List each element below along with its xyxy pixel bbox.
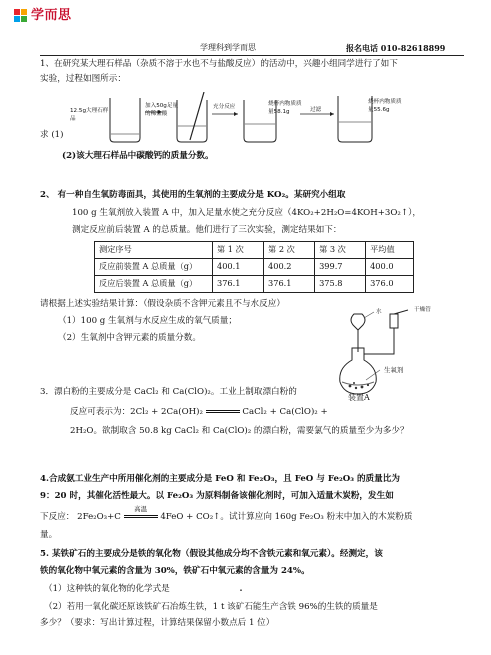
q5-line3 bbox=[44, 584, 243, 596]
q3-line2 bbox=[70, 407, 328, 419]
q1-ask1: 求 (1) bbox=[40, 130, 64, 140]
q4-line3-left: 下反应： 2Fe₂O₃+C bbox=[40, 512, 121, 522]
table-header-row bbox=[95, 242, 414, 259]
q3-line1: 3．漂白粉的主要成分是 CaCl₂ 和 Ca(ClO)₂。工业上制取漂白粉的 bbox=[40, 387, 297, 397]
table-cell: 400.1 bbox=[213, 259, 264, 276]
table-cell: 反应后装置 A 总质量（g） bbox=[95, 276, 213, 293]
q4-condition: 高温 bbox=[134, 505, 148, 513]
fig-water-label: 水 bbox=[376, 309, 382, 315]
q4-line4: 量。 bbox=[40, 530, 58, 540]
fig-mass1-label: 烧杯内物质质量58.1g bbox=[268, 101, 302, 116]
fig-device-label: 装置A bbox=[348, 393, 370, 402]
brand-name: 学而思 bbox=[31, 8, 72, 24]
q4-line3-right: 4FeO + CO₂↑。试计算应向 160g Fe₂O₃ 粉末中加入的木炭粉质 bbox=[160, 512, 413, 522]
q2-results-table bbox=[94, 241, 414, 293]
table-header-cell: 测定序号 bbox=[95, 242, 213, 259]
q1-line2: 实验，过程如图所示： bbox=[40, 74, 126, 84]
table-cell: 375.8 bbox=[315, 276, 366, 293]
q5-line3-text: （1）这种铁的氧化物的化学式是 bbox=[44, 584, 170, 594]
device-a-figure bbox=[330, 308, 450, 400]
answer-blank: . bbox=[239, 584, 243, 594]
fig-react-label: 充分反应 bbox=[213, 104, 236, 110]
q3-line3: 2H₂O。欲制取含 50.8 kg CaCl₂ 和 Ca(ClO)₂ 的漂白粉，需要氯气的质量至少为多少？ bbox=[70, 426, 409, 436]
table-header-cell: 第 3 次 bbox=[315, 242, 366, 259]
fig-mass2-label: 烧杯内物质质量55.6g bbox=[368, 99, 402, 114]
table-cell: 400.2 bbox=[264, 259, 315, 276]
q2-line1: 2、 有一种自生氧防毒面具，其使用的生氧剂的主要成分是 KO₂。某研究小组取 bbox=[40, 190, 346, 200]
fig-add-acid-label: 加入50g足量的稀盐酸 bbox=[145, 103, 179, 118]
q1-line1: 1、在研究某大理石样品（杂质不溶于水也不与盐酸反应）的活动中，兴趣小组同学进行了如下 bbox=[40, 59, 398, 69]
table-cell: 376.0 bbox=[366, 276, 414, 293]
table-header-cell: 第 2 次 bbox=[264, 242, 315, 259]
table-header-cell: 平均值 bbox=[366, 242, 414, 259]
beaker-1-icon bbox=[110, 98, 140, 142]
brand-logo bbox=[14, 6, 72, 26]
fig-filter-label: 过滤 bbox=[310, 107, 322, 113]
table-header-cell: 第 1 次 bbox=[213, 242, 264, 259]
q3-line2-left: 反应可表示为：2Cl₂ + 2Ca(OH)₂ bbox=[70, 407, 203, 417]
q1-ask2: (2)该大理石样品中碳酸钙的质量分数。 bbox=[62, 151, 214, 161]
q4-line1: 4.合成氨工业生产中所用催化剂的主要成分是 FeO 和 Fe₂O₃，且 FeO 与 Fe₂O₃ 的质量比为 bbox=[40, 474, 400, 484]
q5-line4: （2）若用一氧化碳还原该铁矿石冶炼生铁，1 t 该矿石能生产含铁 96%的生铁的质量是 bbox=[44, 602, 378, 612]
table-cell: 376.1 bbox=[213, 276, 264, 293]
header-hotline: 报名电话 010-82618899 bbox=[346, 43, 446, 53]
q2-line3: 测定反应前后装置 A 的总质量。他们进行了三次实验，测定结果如下： bbox=[72, 225, 342, 235]
header-rule bbox=[40, 55, 464, 56]
header-title: 学理科到学而思 bbox=[200, 43, 256, 52]
q3-line2-right: CaCl₂ + Ca(ClO)₂ + bbox=[242, 407, 328, 417]
table-cell: 400.0 bbox=[366, 259, 414, 276]
drying-tube-icon bbox=[390, 314, 398, 328]
table-cell: 399.7 bbox=[315, 259, 366, 276]
table-cell: 反应前装置 A 总质量（g） bbox=[95, 259, 213, 276]
flask-icon bbox=[340, 348, 377, 394]
q5-line1: 5. 某铁矿石的主要成分是铁的氧化物（假设其他成分均不含铁元素和氧元素）。经测定，该 bbox=[40, 549, 383, 559]
q5-line5: 多少？（要求：写出计算过程，计算结果保留小数点后 1 位） bbox=[40, 618, 275, 628]
table-row bbox=[95, 259, 414, 276]
q5-line2: 铁的氧化物中氧元素的含量为 30%，铁矿石中氧元素的含量为 24%。 bbox=[40, 566, 310, 576]
equation-arrow-icon bbox=[206, 407, 240, 419]
table-cell: 376.1 bbox=[264, 276, 315, 293]
table-row bbox=[95, 276, 414, 293]
equation-arrow-icon bbox=[124, 505, 158, 524]
logo-icon bbox=[14, 9, 28, 23]
beaker-4-icon bbox=[338, 96, 372, 142]
beaker-2-icon bbox=[177, 92, 207, 142]
fig-sample-label: 12.5g大理石样品 bbox=[70, 108, 109, 123]
q2-sub1: （1）100 g 生氧剂与水反应生成的氧气质量； bbox=[58, 316, 237, 326]
funnel-icon bbox=[351, 314, 365, 330]
fig-agent-label: 生氧剂 bbox=[384, 366, 404, 374]
q4-line2: 9：20 时，其催化活性最大。以 Fe₂O₃ 为原料制备该催化剂时，可加入适量木炭粉，发生如 bbox=[40, 491, 394, 501]
q2-sub2: （2）生氧剂中含钾元素的质量分数。 bbox=[58, 333, 201, 343]
q2-line4: 请根据上述实验结果计算：（假设杂质不含钾元素且不与水反应） bbox=[40, 299, 285, 309]
q2-line2: 100 g 生氧剂放入装置 A 中，加入足量水使之充分反应（4KO₂+2H₂O=4KOH+3O₂↑）， bbox=[72, 208, 421, 218]
fig-drier-label: 干燥管 bbox=[414, 307, 431, 313]
q4-line3 bbox=[40, 505, 413, 524]
